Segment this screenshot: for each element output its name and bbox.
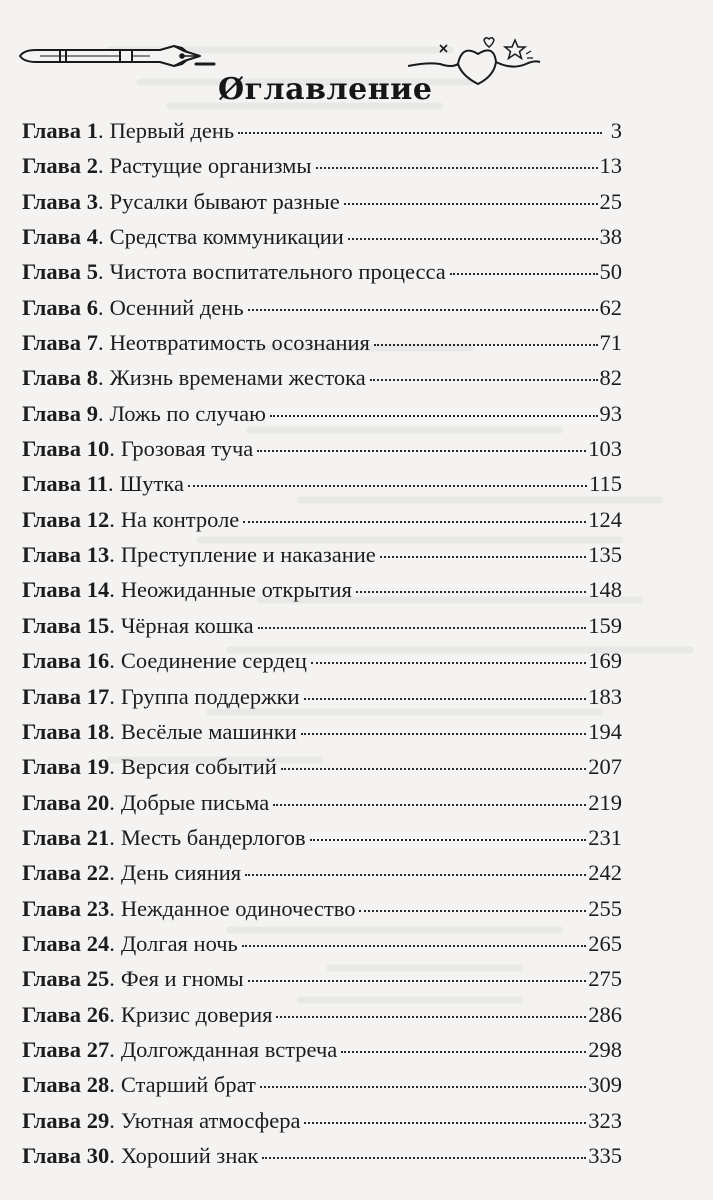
chapter-number: 25 — [86, 966, 110, 992]
chapter-label: Глава — [22, 1142, 82, 1168]
chapter-title: Фея и гномы — [120, 966, 244, 992]
number-period: . — [109, 577, 115, 603]
chapter-title: Неожиданные открытия — [120, 577, 352, 603]
chapter-title: Преступление и наказание — [120, 542, 376, 568]
toc-entry — [22, 254, 622, 289]
toc-entry — [22, 785, 622, 820]
number-period: . — [97, 188, 104, 214]
page-number: 13 — [599, 153, 622, 179]
chapter-number: 9 — [86, 400, 98, 426]
number-period: . — [109, 436, 115, 462]
toc-entry — [22, 714, 622, 749]
chapter-number: 23 — [86, 895, 110, 921]
chapter-title: Неотвратимость осознания — [109, 330, 370, 356]
dot-leader — [304, 688, 587, 700]
chapter-label: Глава — [22, 648, 82, 674]
dot-leader — [281, 758, 586, 770]
toc-entry — [22, 325, 622, 360]
toc-entry — [22, 643, 622, 678]
chapter-label: Глава — [22, 471, 82, 497]
chapter-label: Глава — [22, 718, 82, 744]
page-number: 323 — [588, 1107, 622, 1133]
star-icon — [505, 40, 525, 59]
page-number: 194 — [588, 718, 622, 744]
page-number: 242 — [588, 860, 622, 886]
chapter-number: 30 — [86, 1142, 110, 1168]
chapter-number: 29 — [86, 1107, 110, 1133]
chapter-title: Чёрная кошка — [120, 612, 254, 638]
page-number: 159 — [588, 612, 622, 638]
number-period: . — [97, 259, 104, 285]
toc-entry — [22, 466, 622, 501]
chapter-label: Глава — [22, 330, 82, 356]
number-period: . — [109, 930, 115, 956]
chapter-title: День сияния — [120, 860, 242, 886]
page-number: 115 — [589, 471, 622, 497]
chapter-title: Группа поддержки — [120, 683, 300, 709]
cross-mark-icon — [440, 45, 447, 52]
chapter-title: Чистота воспитательного процесса — [109, 259, 446, 285]
chapter-number: 3 — [86, 188, 98, 214]
chapter-number: 18 — [86, 718, 110, 744]
chapter-label: Глава — [22, 259, 82, 285]
chapter-title: Грозовая туча — [120, 436, 254, 462]
page-number: 207 — [588, 754, 622, 780]
chapter-label: Глава — [22, 789, 82, 815]
page-number: 82 — [599, 365, 622, 391]
chapter-number: 7 — [86, 330, 98, 356]
page-number: 3 — [610, 118, 622, 143]
chapter-title: Осенний день — [109, 294, 244, 320]
chapter-label: Глава — [22, 506, 82, 532]
chapter-title: Соединение сердец — [120, 648, 307, 674]
chapter-number: 24 — [86, 930, 110, 956]
toc-entry — [22, 1032, 622, 1067]
chapter-number: 14 — [86, 577, 110, 603]
page-number: 275 — [588, 966, 622, 992]
dot-leader — [258, 617, 587, 629]
chapter-number: 20 — [86, 789, 110, 815]
chapter-number: 13 — [86, 542, 110, 568]
number-period: . — [97, 118, 104, 143]
chapter-number: 21 — [86, 824, 110, 850]
chapter-number: 16 — [86, 648, 110, 674]
chapter-label: Глава — [22, 1072, 82, 1098]
number-period: . — [109, 1142, 115, 1168]
dot-leader — [243, 511, 586, 523]
chapter-title: Добрые письма — [120, 789, 270, 815]
chapter-label: Глава — [22, 224, 82, 250]
chapter-title: Кризис доверия — [120, 1001, 273, 1027]
page-number: 298 — [588, 1036, 622, 1062]
chapter-label: Глава — [22, 754, 82, 780]
toc-entry — [22, 572, 622, 607]
chapter-label: Глава — [22, 542, 82, 568]
number-period: . — [109, 612, 115, 638]
page-number: 71 — [599, 330, 622, 356]
chapter-title: Шутка — [119, 471, 184, 497]
heart-icon — [458, 50, 540, 84]
dot-leader — [348, 228, 598, 240]
dot-leader — [374, 334, 598, 346]
chapter-label: Глава — [22, 824, 82, 850]
number-period: . — [97, 330, 104, 356]
page-number: 286 — [588, 1001, 622, 1027]
number-period: . — [97, 400, 104, 426]
page-number: 135 — [588, 542, 622, 568]
toc-entry — [22, 679, 622, 714]
chapter-title: Растущие организмы — [109, 153, 312, 179]
dot-leader — [316, 157, 598, 169]
chapter-number: 12 — [86, 506, 110, 532]
dot-leader — [311, 652, 586, 664]
chapter-number: 8 — [86, 365, 98, 391]
chapter-label: Глава — [22, 1107, 82, 1133]
page-title: Øглавление — [218, 72, 433, 107]
number-period: . — [109, 683, 115, 709]
chapter-label: Глава — [22, 365, 82, 391]
dot-leader — [257, 440, 586, 452]
dot-leader — [450, 263, 598, 275]
number-period: . — [109, 895, 115, 921]
dot-leader — [262, 1147, 586, 1159]
dot-leader — [341, 1041, 586, 1053]
chapter-label: Глава — [22, 1001, 82, 1027]
toc-entry — [22, 537, 622, 572]
toc-entry — [22, 219, 622, 254]
page-number: 25 — [599, 188, 622, 214]
number-period: . — [97, 153, 104, 179]
chapter-title: Уютная атмосфера — [120, 1107, 301, 1133]
dot-leader — [238, 122, 602, 134]
chapter-number: 4 — [86, 224, 98, 250]
toc-entry — [22, 396, 622, 431]
toc-entry — [22, 113, 622, 148]
number-period: . — [109, 1036, 115, 1062]
toc-entry — [22, 1067, 622, 1102]
chapter-title: Нежданное одиночество — [120, 895, 356, 921]
toc-entry — [22, 891, 622, 926]
toc-entry — [22, 1103, 622, 1138]
chapter-number: 6 — [86, 294, 98, 320]
page-number: 335 — [588, 1142, 622, 1168]
chapter-number: 17 — [86, 683, 110, 709]
number-period: . — [109, 966, 115, 992]
toc-entry — [22, 749, 622, 784]
chapter-title: Средства коммуникации — [109, 224, 344, 250]
chapter-label: Глава — [22, 1036, 82, 1062]
number-period: . — [109, 648, 115, 674]
fountain-pen-icon — [20, 46, 200, 66]
chapter-label: Глава — [22, 188, 82, 214]
chapter-title: Хороший знак — [120, 1142, 259, 1168]
number-period: . — [107, 471, 114, 497]
chapter-title: На контроле — [120, 506, 240, 532]
number-period: . — [109, 860, 115, 886]
chapter-number: 11 — [86, 471, 108, 497]
number-period: . — [97, 365, 104, 391]
dot-leader — [242, 935, 586, 947]
number-period: . — [109, 1001, 115, 1027]
page-number: 124 — [588, 506, 622, 532]
chapter-number: 19 — [86, 754, 110, 780]
toc-entry — [22, 997, 622, 1032]
page-number: 183 — [588, 683, 622, 709]
chapter-number: 28 — [86, 1072, 110, 1098]
page-number: 231 — [588, 824, 622, 850]
toc-entry — [22, 148, 622, 183]
dot-leader — [344, 193, 598, 205]
dot-leader — [260, 1076, 586, 1088]
page-number: 38 — [599, 224, 622, 250]
dot-leader — [276, 1006, 586, 1018]
page-number: 148 — [588, 577, 622, 603]
chapter-label: Глава — [22, 294, 82, 320]
chapter-label: Глава — [22, 860, 82, 886]
chapter-number: 1 — [86, 118, 98, 143]
chapter-title: Первый день — [109, 118, 235, 143]
chapter-title: Старший брат — [120, 1072, 256, 1098]
dot-leader — [359, 900, 586, 912]
number-period: . — [109, 1072, 115, 1098]
number-period: . — [109, 542, 115, 568]
dot-leader — [273, 794, 586, 806]
chapter-title: Жизнь временами жестока — [109, 365, 366, 391]
page-number: 255 — [588, 895, 622, 921]
dot-leader — [270, 405, 598, 417]
number-period: . — [109, 718, 115, 744]
page-number: 169 — [588, 648, 622, 674]
toc-header — [0, 28, 713, 108]
toc-entry — [22, 1138, 622, 1173]
dot-leader — [188, 475, 587, 487]
chapter-label: Глава — [22, 118, 82, 143]
chapter-title: Долгая ночь — [120, 930, 238, 956]
chapter-label: Глава — [22, 683, 82, 709]
dot-leader — [370, 369, 598, 381]
toc-entry — [22, 431, 622, 466]
small-heart-icon — [484, 38, 494, 47]
number-period: . — [109, 824, 115, 850]
toc-entry — [22, 502, 622, 537]
number-period: . — [109, 754, 115, 780]
chapter-title: Весёлые машинки — [120, 718, 297, 744]
chapter-number: 15 — [86, 612, 110, 638]
page-number: 50 — [599, 259, 622, 285]
number-period: . — [97, 294, 104, 320]
page-number: 93 — [599, 400, 622, 426]
toc-entry — [22, 184, 622, 219]
chapter-number: 5 — [86, 259, 98, 285]
toc-entry — [22, 961, 622, 996]
number-period: . — [109, 506, 115, 532]
sparkle-icon — [526, 51, 533, 58]
number-period: . — [109, 789, 115, 815]
chapter-label: Глава — [22, 577, 82, 603]
chapter-label: Глава — [22, 612, 82, 638]
chapter-label: Глава — [22, 436, 82, 462]
chapter-label: Глава — [22, 400, 82, 426]
chapter-title: Русалки бывают разные — [109, 188, 340, 214]
toc-entry — [22, 290, 622, 325]
page-number: 62 — [599, 294, 622, 320]
chapter-label: Глава — [22, 966, 82, 992]
toc-entry — [22, 608, 622, 643]
chapter-label: Глава — [22, 895, 82, 921]
toc-entry — [22, 926, 622, 961]
chapter-label: Глава — [22, 153, 82, 179]
chapter-number: 26 — [86, 1001, 110, 1027]
title-swirl-right — [408, 63, 458, 66]
chapter-title: Месть бандерлогов — [120, 824, 306, 850]
chapter-title: Долгожданная встреча — [120, 1036, 338, 1062]
toc-entry — [22, 360, 622, 395]
dot-leader — [304, 1112, 586, 1124]
page-number: 103 — [588, 436, 622, 462]
dot-leader — [356, 581, 586, 593]
chapter-title: Ложь по случаю — [109, 400, 266, 426]
dot-leader — [301, 723, 587, 735]
number-period: . — [97, 224, 104, 250]
dot-leader — [245, 864, 586, 876]
dot-leader — [310, 829, 587, 841]
dot-leader — [248, 970, 587, 982]
page-number: 265 — [588, 930, 622, 956]
chapter-title: Версия событий — [120, 754, 277, 780]
chapter-number: 22 — [86, 860, 110, 886]
page-number: 309 — [588, 1072, 622, 1098]
chapter-number: 27 — [86, 1036, 110, 1062]
table-of-contents — [22, 113, 622, 1173]
dot-leader — [248, 299, 598, 311]
toc-entry — [22, 820, 622, 855]
dot-leader — [380, 546, 586, 558]
toc-entry — [22, 855, 622, 890]
number-period: . — [109, 1107, 115, 1133]
chapter-number: 10 — [86, 436, 110, 462]
page-number: 219 — [588, 789, 622, 815]
chapter-number: 2 — [86, 153, 98, 179]
chapter-label: Глава — [22, 930, 82, 956]
